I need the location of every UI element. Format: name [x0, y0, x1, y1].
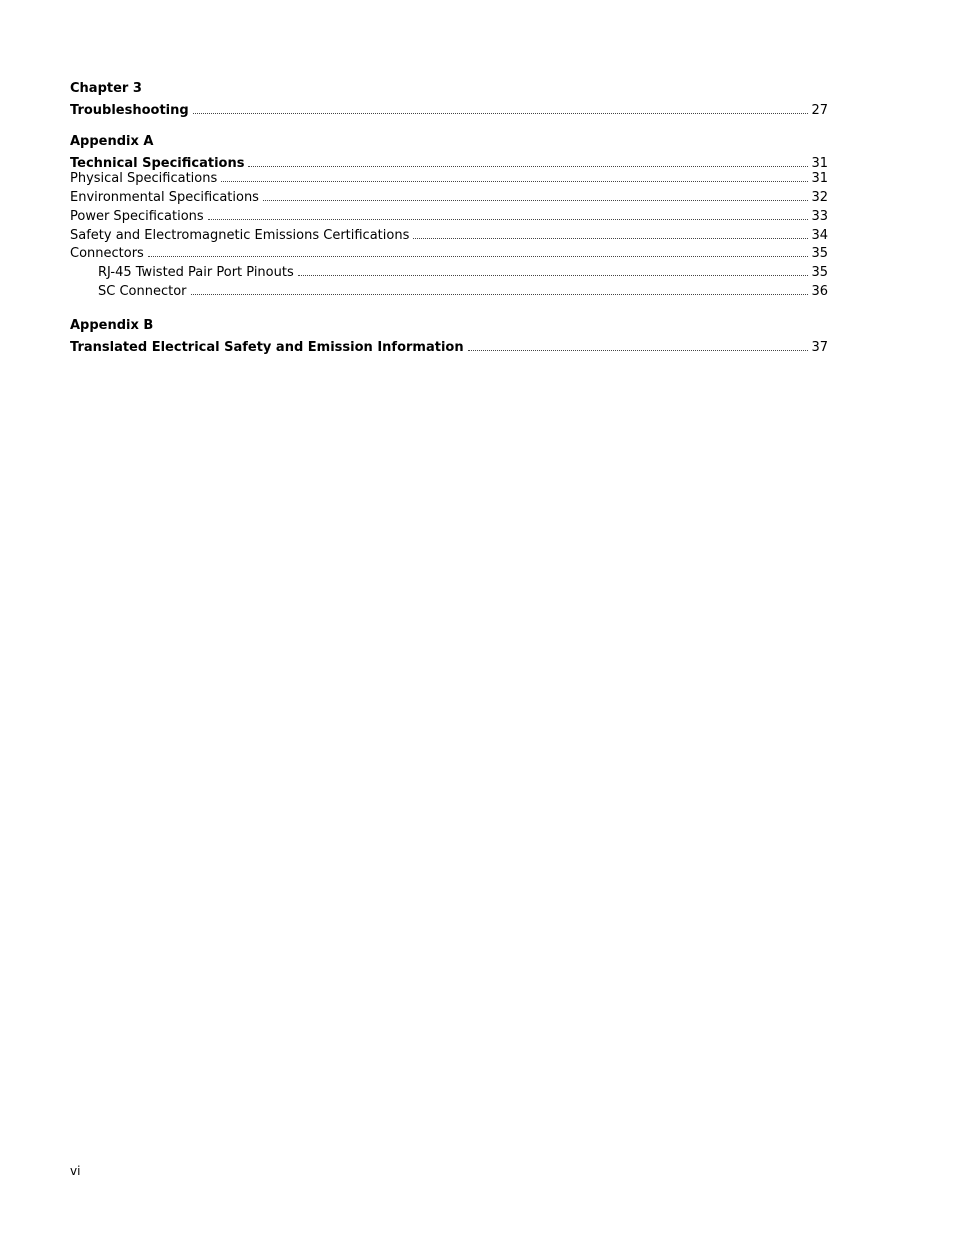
toc-entry-page: 32	[811, 190, 828, 205]
dot-leader	[148, 256, 809, 257]
toc-entry-environmental-specifications[interactable]	[70, 190, 828, 206]
toc-entry-title: Troubleshooting	[70, 103, 189, 118]
toc-entry-title: Power Specifications	[70, 209, 204, 224]
toc-entry-title: Environmental Specifications	[70, 190, 259, 205]
dot-leader	[298, 275, 809, 276]
chapter-3-heading: Chapter 3	[70, 81, 142, 96]
toc-entry-page: 35	[811, 246, 828, 261]
toc-entry-connectors[interactable]	[70, 246, 828, 262]
toc-entry-page: 33	[811, 209, 828, 224]
dot-leader	[413, 238, 808, 239]
toc-entry-troubleshooting[interactable]	[70, 103, 828, 119]
toc-entry-translated-safety-info[interactable]	[70, 340, 828, 356]
page-folio: vi	[70, 1164, 81, 1178]
toc-entry-safety-certifications[interactable]	[70, 228, 828, 244]
toc-entry-physical-specifications[interactable]	[70, 171, 828, 187]
toc-entry-title: RJ-45 Twisted Pair Port Pinouts	[98, 265, 294, 280]
dot-leader	[263, 200, 808, 201]
toc-entry-page: 31	[811, 156, 828, 171]
toc-entry-page: 37	[811, 340, 828, 355]
toc-entry-page: 35	[811, 265, 828, 280]
appendix-b-heading: Appendix B	[70, 318, 154, 333]
toc-entry-title: Connectors	[70, 246, 144, 261]
toc-entry-page: 27	[811, 103, 828, 118]
toc-entry-technical-specifications[interactable]	[70, 156, 828, 172]
toc-entry-power-specifications[interactable]	[70, 209, 828, 225]
dot-leader	[193, 113, 809, 114]
toc-entry-page: 31	[811, 171, 828, 186]
appendix-a-heading: Appendix A	[70, 134, 154, 149]
dot-leader	[468, 350, 809, 351]
toc-entry-title: Safety and Electromagnetic Emissions Certifications	[70, 228, 410, 243]
dot-leader	[191, 294, 809, 295]
dot-leader	[221, 181, 808, 182]
toc-entry-rj45-pinouts[interactable]	[98, 265, 828, 281]
toc-entry-title: Technical Specifications	[70, 156, 245, 171]
toc-entry-title: Physical Specifications	[70, 171, 218, 186]
dot-leader	[208, 219, 809, 220]
toc-entry-title: Translated Electrical Safety and Emission Information	[70, 340, 464, 355]
dot-leader	[248, 166, 808, 167]
toc-entry-title: SC Connector	[98, 284, 187, 299]
toc-entry-page: 34	[811, 228, 828, 243]
toc-entry-page: 36	[811, 284, 828, 299]
toc-entry-sc-connector[interactable]	[98, 284, 828, 300]
